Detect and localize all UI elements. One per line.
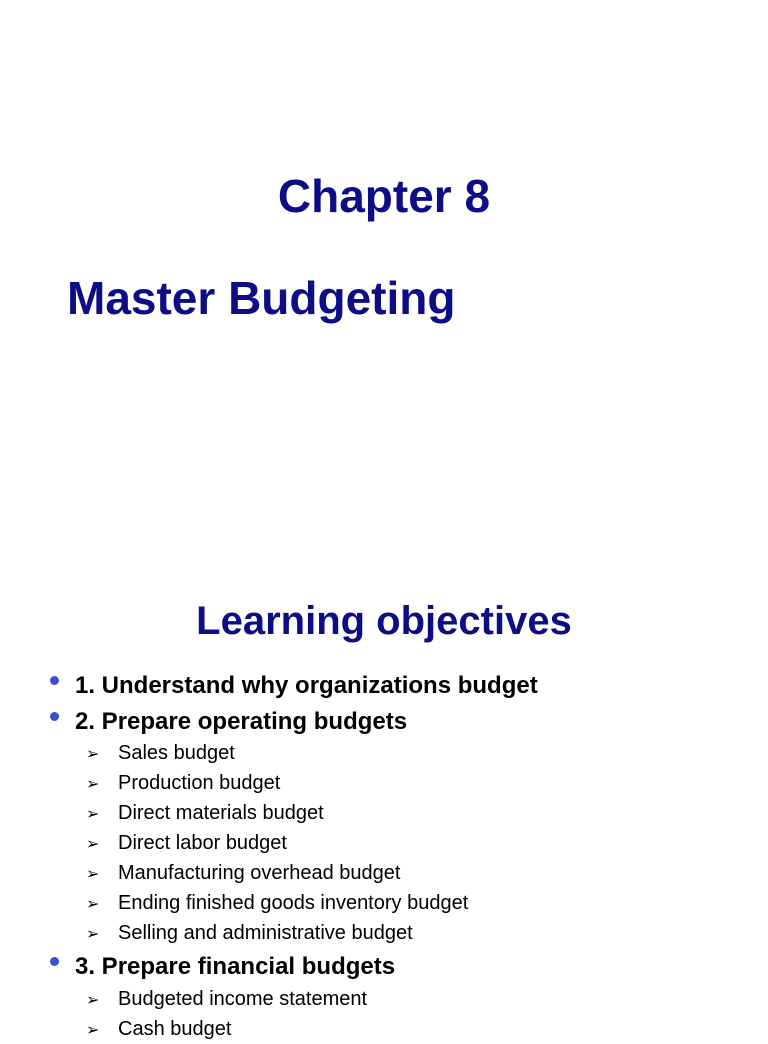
objective-label: 3. Prepare financial budgets [75, 953, 396, 980]
sub-item-label: Direct labor budget [118, 832, 287, 854]
arrow-bullet-icon: ➢ [86, 776, 100, 793]
arrow-bullet-icon: ➢ [86, 926, 100, 943]
sub-item-label: Budgeted income statement [118, 988, 368, 1010]
arrow-bullet-icon: ➢ [86, 866, 100, 883]
sub-item-label: Sales budget [118, 742, 235, 764]
objectives-slide [0, 545, 768, 1040]
arrow-bullet-icon: ➢ [86, 1022, 100, 1039]
bullet-icon [50, 712, 59, 721]
sub-item [86, 920, 413, 948]
objective-item [50, 952, 395, 982]
arrow-bullet-icon: ➢ [86, 896, 100, 913]
objective-label: 1. Understand why organizations budget [75, 672, 538, 699]
sub-item [86, 890, 468, 918]
sub-item-label: Direct materials budget [118, 802, 324, 824]
sub-item-label: Cash budget [118, 1018, 232, 1040]
sub-item [86, 860, 400, 888]
arrow-bullet-icon: ➢ [86, 746, 100, 763]
objective-label: 2. Prepare operating budgets [75, 708, 408, 735]
sub-item [86, 800, 324, 828]
slide-title: Learning objectives [196, 599, 572, 643]
sub-item [86, 986, 367, 1014]
sub-item-label: Selling and administrative budget [118, 922, 413, 944]
sub-item-label: Manufacturing overhead budget [118, 862, 401, 884]
bullet-icon [50, 676, 59, 685]
sub-item [86, 1016, 231, 1044]
arrow-bullet-icon: ➢ [86, 806, 100, 823]
chapter-subtitle: Master Budgeting [67, 272, 456, 324]
arrow-bullet-icon: ➢ [86, 836, 100, 853]
bullet-icon [50, 957, 59, 966]
sub-item [86, 830, 287, 858]
arrow-bullet-icon: ➢ [86, 992, 100, 1009]
objective-item [50, 671, 538, 701]
sub-item-label: Production budget [118, 772, 281, 794]
chapter-heading: Chapter 8 [277, 170, 491, 222]
sub-item-label: Ending finished goods inventory budget [118, 892, 469, 914]
sub-item [86, 740, 235, 768]
sub-item [86, 770, 280, 798]
objective-item [50, 707, 407, 737]
